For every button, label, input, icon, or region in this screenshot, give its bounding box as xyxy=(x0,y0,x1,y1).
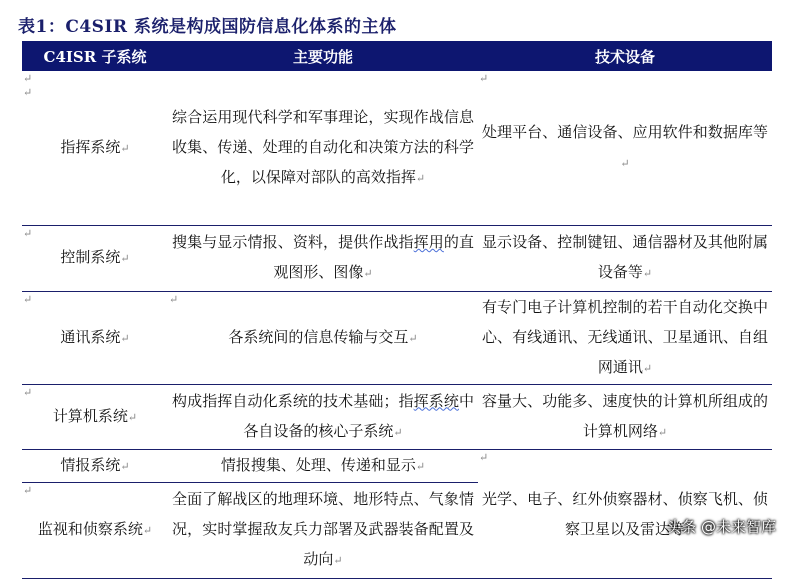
equipment-text: 有专门电子计算机控制的若干自动化交换中心、有线通讯、无线通讯、卫星通讯、自组网通讯 xyxy=(482,297,768,376)
header-equipment: 技术设备 xyxy=(478,41,772,71)
paragraph-mark: ↵ xyxy=(120,331,130,345)
paragraph-mark: ↵ xyxy=(408,331,418,345)
paragraph-mark: ↵ xyxy=(23,86,33,99)
row-name-cell xyxy=(22,71,168,225)
paragraph-mark: ↵ xyxy=(169,292,179,306)
equipment-cell xyxy=(478,384,772,449)
paragraph-mark: ↵ xyxy=(23,72,33,85)
function-cell xyxy=(168,71,478,225)
row-name-cell xyxy=(22,482,168,578)
equipment-text: 显示设备、控制键钮、通信器材及其他附属设备等 xyxy=(482,233,768,281)
function-text: 搜集与显示情报、资料，提供作战指 xyxy=(172,233,414,251)
subsystem-name: 通讯系统 xyxy=(60,327,121,346)
paragraph-mark: ↵ xyxy=(23,385,33,399)
paragraph-mark: ↵ xyxy=(142,524,153,537)
function-text: 综合运用现代科学和军事理论，实现作战信息收集、传递、处理的自动化和决策方法的科学化，以保障对部队的高效指挥 xyxy=(172,107,474,186)
paragraph-mark: ↵ xyxy=(127,410,138,424)
equipment-cell xyxy=(478,225,772,291)
paragraph-mark: ↵ xyxy=(333,554,343,567)
paragraph-mark: ↵ xyxy=(23,226,33,240)
subsystem-name: 情报系统 xyxy=(60,455,121,474)
row-name-cell xyxy=(22,384,168,449)
table-row xyxy=(22,291,772,384)
function-cell xyxy=(168,449,478,482)
row-name-cell xyxy=(22,225,168,291)
spellcheck-underline: 挥用 xyxy=(413,233,444,251)
paragraph-mark: ↵ xyxy=(23,292,33,306)
function-cell xyxy=(168,291,478,384)
paragraph-mark: ↵ xyxy=(642,267,653,280)
function-text: 的直观图形、图像 xyxy=(273,233,474,281)
equipment-cell xyxy=(478,71,772,225)
header-row xyxy=(22,41,772,71)
header-function: 主要功能 xyxy=(168,41,478,71)
spellcheck-underline: 挥系统 xyxy=(413,391,459,410)
paragraph-mark: ↵ xyxy=(120,459,130,473)
equipment-cell xyxy=(478,449,772,578)
row-name-cell xyxy=(22,291,168,384)
subsystem-name: 控制系统 xyxy=(60,248,121,266)
watermark: 头条 @未来智库 xyxy=(666,518,776,536)
subsystem-name: 指挥系统 xyxy=(60,137,121,156)
header-subsystem: C4ISR 子系统 xyxy=(22,41,168,71)
function-cell xyxy=(168,384,478,449)
paragraph-mark: ↵ xyxy=(415,459,426,473)
function-cell xyxy=(168,225,478,291)
paragraph-mark: ↵ xyxy=(479,450,489,464)
paragraph-mark: ↵ xyxy=(642,361,653,375)
subsystem-name: 监视和侦察系统 xyxy=(37,520,143,538)
paragraph-mark: ↵ xyxy=(393,425,403,439)
paragraph-mark: ↵ xyxy=(657,425,668,439)
equipment-cell xyxy=(478,291,772,384)
equipment-text: 处理平台、通信设备、应用软件和数据库等 xyxy=(482,122,768,141)
paragraph-mark: ↵ xyxy=(620,156,630,170)
table-row xyxy=(22,384,772,449)
paragraph-mark: ↵ xyxy=(120,252,130,265)
equipment-text: 光学、电子、红外侦察器材、侦察飞机、侦察卫星以及雷达等 xyxy=(482,489,768,538)
subsystem-name: 计算机系统 xyxy=(52,406,128,425)
function-text: 全面了解战区的地理环境、地形特点、气象情况，实时掌握敌友兵力部署及武器装备配置及动向 xyxy=(172,490,474,568)
c4isr-table xyxy=(22,41,772,579)
function-cell xyxy=(168,482,478,578)
row-name-cell xyxy=(22,449,168,482)
table-row xyxy=(22,71,772,225)
equipment-text: 容量大、功能多、速度快的计算机所组成的计算机网络 xyxy=(482,391,768,440)
paragraph-mark: ↵ xyxy=(23,483,33,497)
paragraph-mark: ↵ xyxy=(479,72,489,85)
function-text: 各系统间的信息传输与交互 xyxy=(228,327,409,346)
function-text: 构成指挥自动化系统的技术基础；指 xyxy=(172,391,414,410)
table-row xyxy=(22,449,772,482)
function-text: 中各自设备的核心子系统 xyxy=(243,391,474,440)
function-text: 情报搜集、处理、传递和显示 xyxy=(220,455,416,474)
paragraph-mark: ↵ xyxy=(363,267,373,280)
paragraph-mark: ↵ xyxy=(120,141,130,155)
table-title: 表1：C4SIR 系统是构成国防信息化体系的主体 xyxy=(18,17,397,37)
table-row xyxy=(22,225,772,291)
paragraph-mark: ↵ xyxy=(415,171,426,185)
